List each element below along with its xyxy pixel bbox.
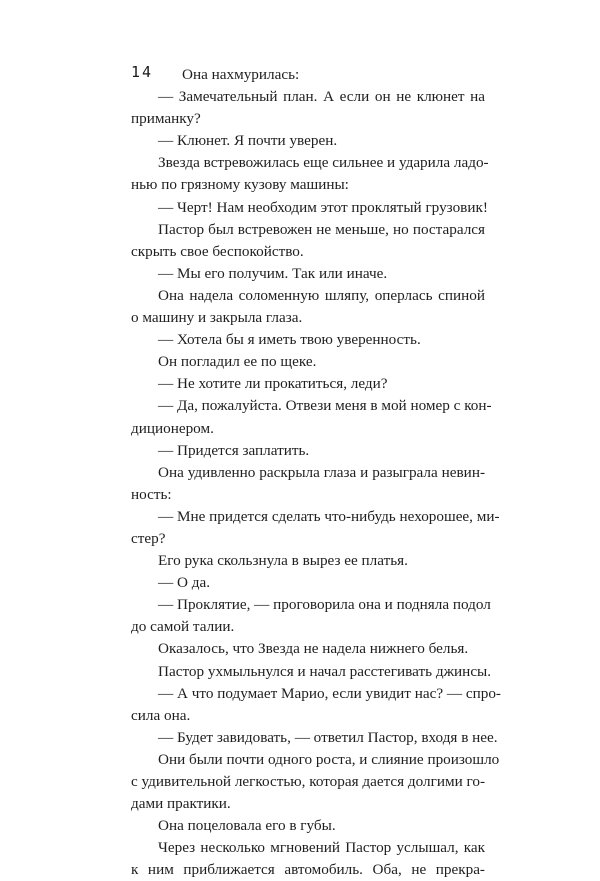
- text-line: — Мы его получим. Так или иначе.: [158, 264, 388, 282]
- text-line: ность:: [131, 485, 172, 503]
- text-line: Звезда встревожилась еще сильнее и ударила ладо-: [158, 154, 489, 172]
- text-line: Его рука скользнула в вырез ее платья.: [158, 552, 408, 570]
- text-line: диционером.: [131, 419, 214, 437]
- text-line: — Будет завидовать, — ответил Пастор, входя в нее.: [158, 728, 498, 746]
- text-line: приманку?: [131, 110, 201, 128]
- body-text: [131, 64, 501, 881]
- text-line: — Черт! Нам необходим этот проклятый грузовик!: [158, 198, 488, 216]
- text-line: сила она.: [131, 706, 191, 724]
- text-line: Она нахмурилась:: [182, 66, 300, 83]
- text-line: Через несколько мгновений Пастор услышал, как: [158, 839, 485, 857]
- text-line: Она надела соломенную шляпу, оперлась спиной: [158, 286, 485, 304]
- page-number: 14: [131, 63, 154, 81]
- text-line: стер?: [131, 529, 166, 547]
- text-line: — Проклятие, — проговорила она и подняла подол: [158, 596, 491, 614]
- text-line: — Мне придется сделать что-нибудь нехорошее, ми-: [158, 507, 500, 525]
- text-line: — Хотела бы я иметь твою уверенность.: [158, 331, 421, 349]
- text-line: — Придется заплатить.: [158, 441, 310, 459]
- text-line: Она поцеловала его в губы.: [158, 817, 336, 835]
- text-line: скрыть свое беспокойство.: [131, 242, 304, 260]
- text-line: Они были почти одного роста, и слияние произошло: [158, 750, 500, 768]
- text-line: — Клюнет. Я почти уверен.: [158, 132, 338, 150]
- text-line: — Замечательный план. А если он не клюнет на: [158, 88, 485, 106]
- text-line: о машину и закрыла глаза.: [131, 309, 303, 327]
- text-line: — Не хотите ли прокатиться, леди?: [158, 375, 388, 393]
- text-line: — Да, пожалуйста. Отвези меня в мой номер с кон-: [158, 397, 492, 415]
- text-line: Он погладил ее по щеке.: [158, 353, 317, 371]
- text-line: Оказалось, что Звезда не надела нижнего белья.: [158, 640, 469, 658]
- text-line: к ним приближается автомобиль. Оба, не прекра-: [131, 861, 485, 879]
- text-line: — А что подумает Марио, если увидит нас? — спро-: [158, 684, 501, 702]
- text-line: до самой талии.: [131, 618, 235, 636]
- text-line: Она удивленно раскрыла глаза и разыграла невин-: [158, 463, 485, 481]
- text-line: с удивительной легкостью, которая дается долгими го-: [131, 773, 486, 790]
- text-line: Пастор был встревожен не меньше, но постарался: [158, 220, 485, 238]
- text-line: Пастор ухмыльнулся и начал расстегивать джинсы.: [158, 662, 492, 680]
- text-line: нью по грязному кузову машины:: [131, 176, 349, 194]
- text-line: дами практики.: [131, 795, 231, 813]
- text-line: — О да.: [158, 574, 211, 592]
